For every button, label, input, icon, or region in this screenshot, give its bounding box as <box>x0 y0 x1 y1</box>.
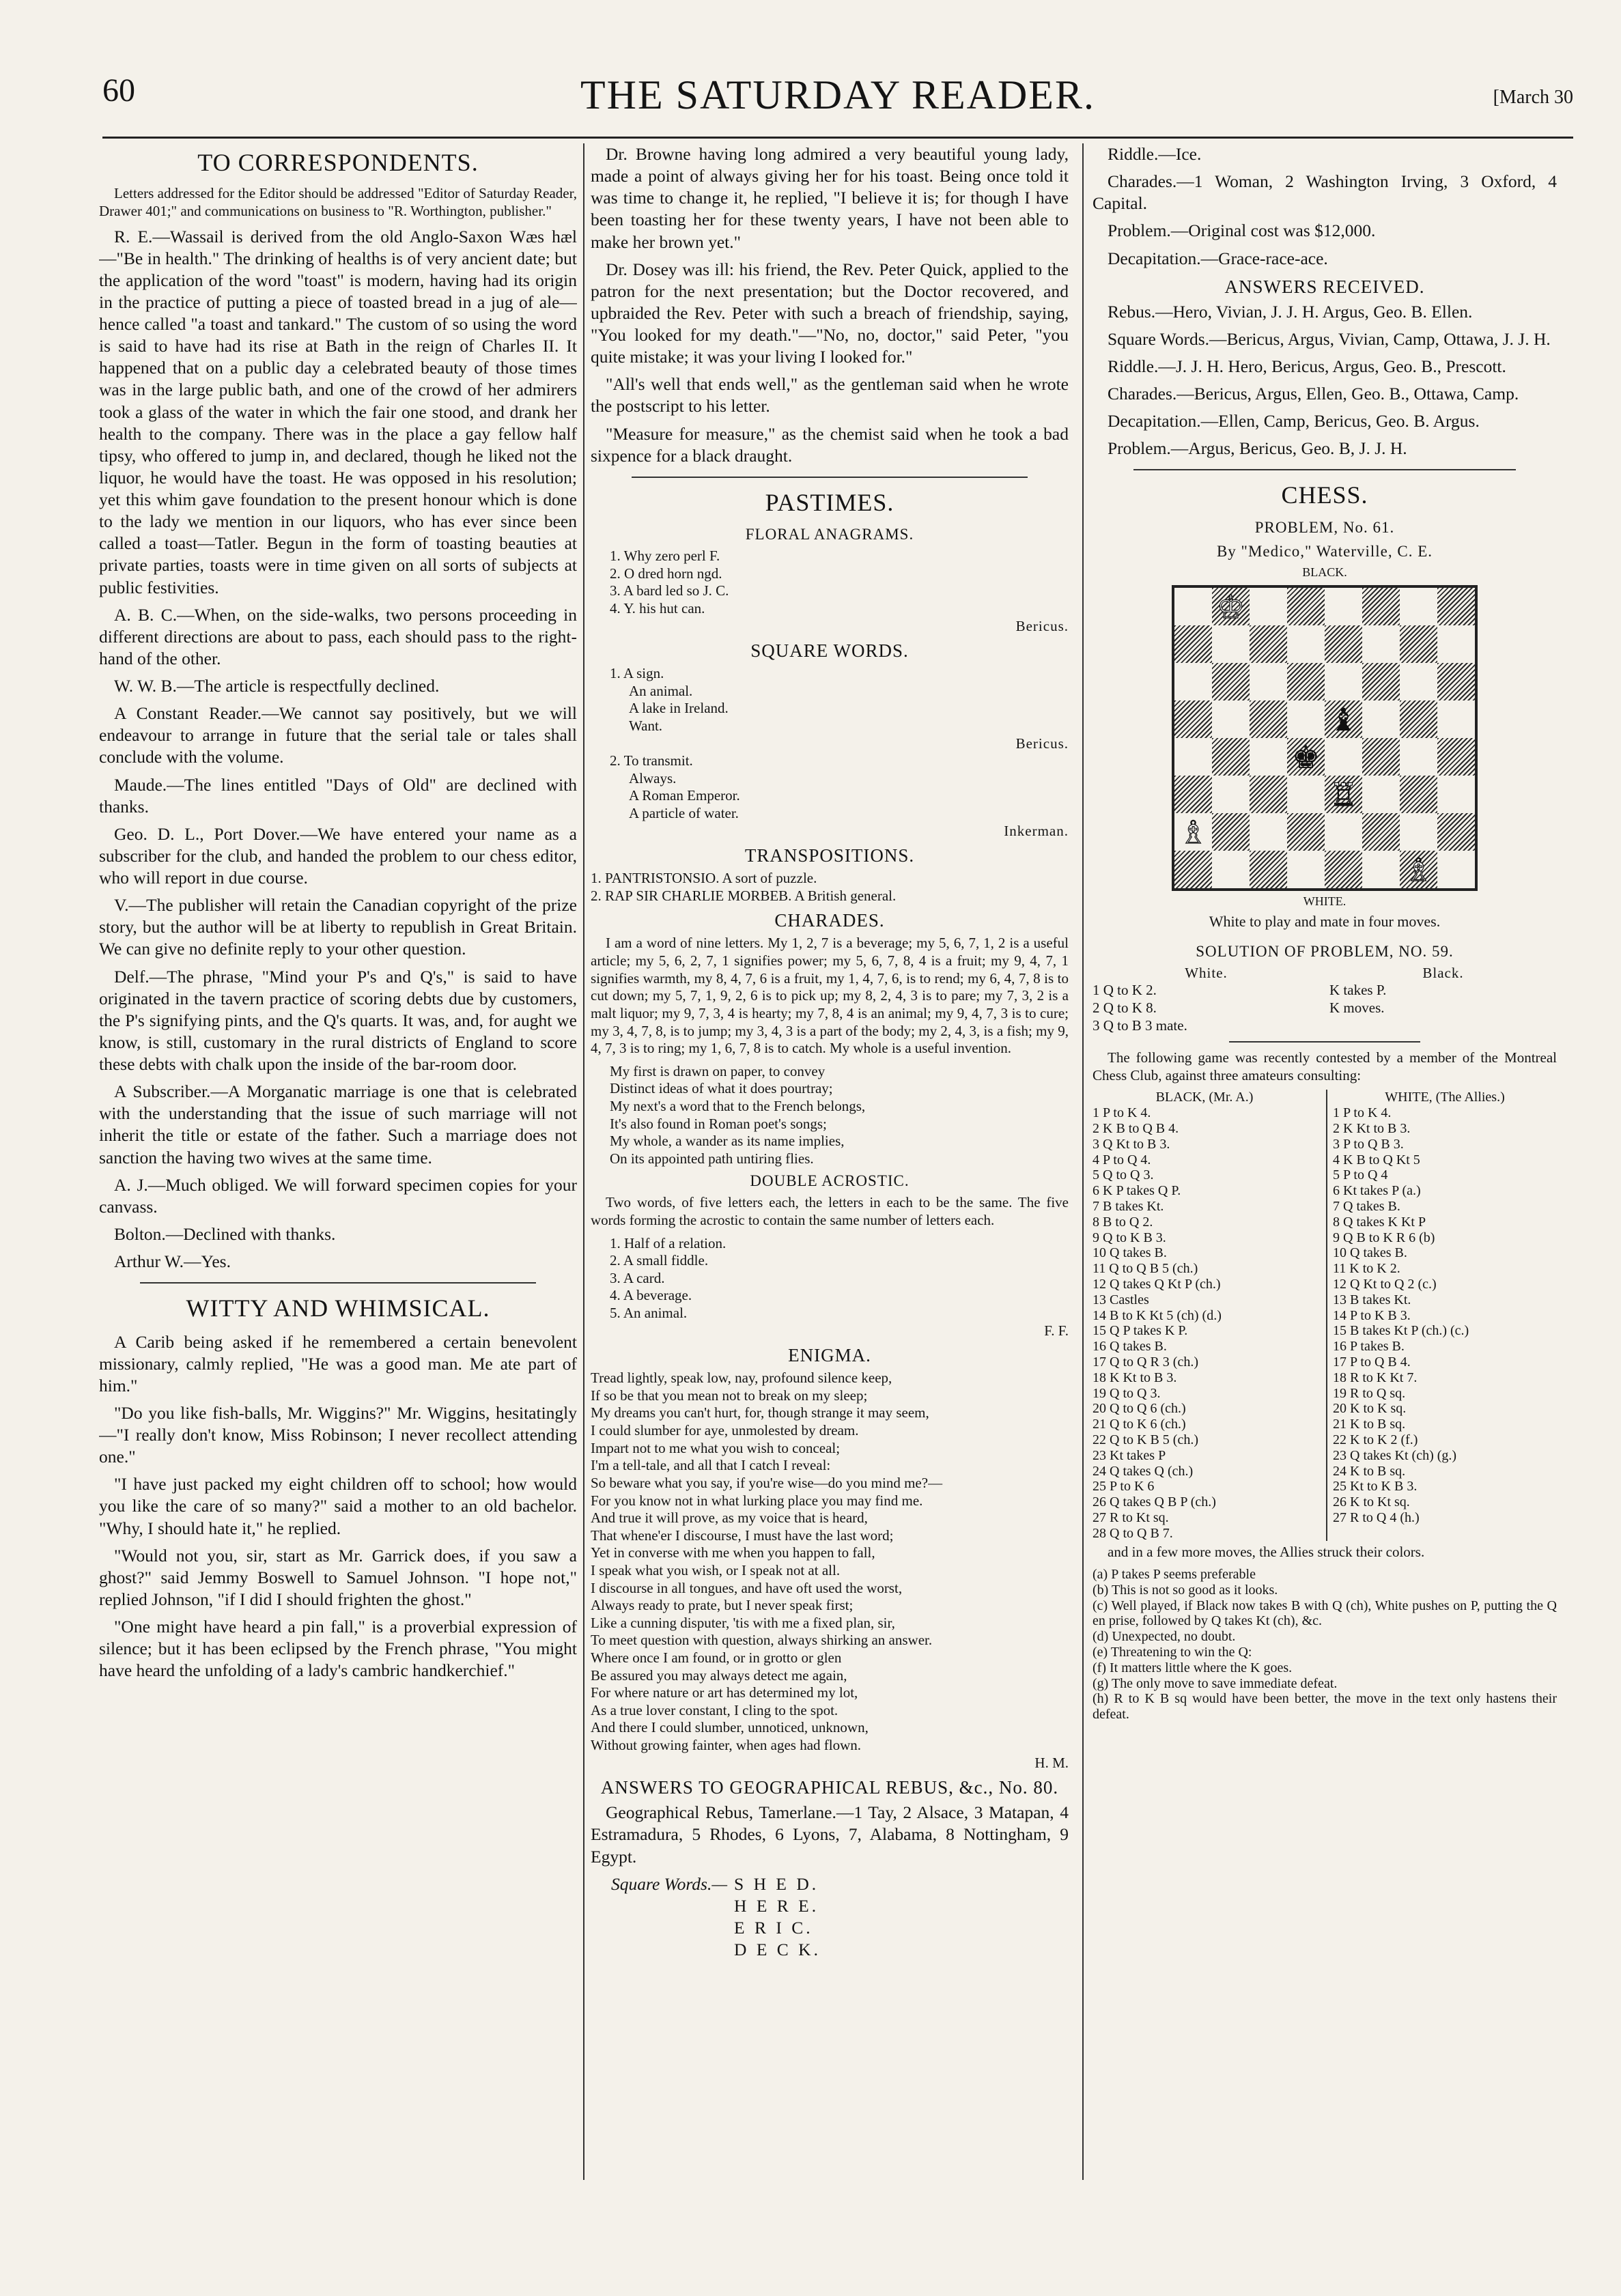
verse-line: Yet in converse with me when you happen to fall, <box>591 1544 875 1561</box>
game-move-white: 11 K to K 2. <box>1333 1261 1400 1277</box>
list-item: A particle of water. <box>629 805 739 822</box>
witty-item: "One might have heard a pin fall," is a proverbial expression of silence; but it has been eclipsed by the French phrase, "You might have heard the unfolding of a lady's cambric handkerchief." <box>99 1617 577 1681</box>
square-words-2 <box>591 752 1069 822</box>
game-move-black: 16 Q takes B. <box>1093 1339 1167 1355</box>
game-move-white: 10 Q takes B. <box>1333 1245 1407 1261</box>
charade-text: I am a word of nine letters. My 1, 2, 7 is a beverage; my 5, 6, 7, 1, 2 is a useful article; my 5, 6, 2, 7, 1 signifies power; my 5, 6, 7, 8, 4 is a fruit; my 9, 4, 7, 1 signifies warmth, my 8, 4, 7, 6 is a fruit, my 1, 4, 7, 6, is to rend; my 6, 4, 7, 8 is to cut down; my 5, 7, 1, 9, 2, 6 is to pick up; my 8, 2, 4, 3 is to pare; my 7, 3, 2 is a malt liquor; my 9, 7, 3, 4 is hearty; my 7, 8, 4 is an animal; my 9, 4, 7, 3 is to cure; my 3, 4, 7, 8, is to jump; my 3, 4, 3 is a part of the body; my 2, 4, 3, is a fish; my 9, 4, 7, 3 is to ring; my 1, 6, 7, 8 is to catch. My whole is a useful invention. <box>591 935 1069 1057</box>
board-square <box>1437 738 1475 776</box>
game-move-white: 8 Q takes K Kt P <box>1333 1214 1426 1230</box>
game-move-white: 22 K to K 2 (f.) <box>1333 1432 1418 1447</box>
verse-line: Distinct ideas of what it does pourtray; <box>610 1080 833 1097</box>
board-square <box>1287 776 1325 813</box>
verse-line: For where nature or art has determined my lot, <box>591 1684 858 1701</box>
reply-delf: Delf.—The phrase, "Mind your P's and Q's," is said to have originated in the tavern practice of scoring debts due by customers, the P's signifying pints, and the Q's quarts. It was, and, for aught we know, is still, customary in the rural districts of England to score these debts with chalk upon the inside of the bar-room door. <box>99 966 577 1075</box>
verse-line: I speak what you wish, or I speak not at all. <box>591 1561 841 1578</box>
board-square <box>1325 738 1362 776</box>
game-move-black: 15 Q P takes K P. <box>1093 1323 1188 1339</box>
board-square <box>1437 776 1475 813</box>
board-square <box>1325 700 1362 738</box>
section-divider <box>632 477 1028 478</box>
game-move-black: 28 Q to Q B 7. <box>1093 1525 1173 1541</box>
game-note: (c) Well played, if Black now takes B with Q (ch), White pushes on P, putting the Q en prise, followed by Q takes Kt (ch), &c. <box>1093 1598 1557 1629</box>
game-move-black: 26 Q takes Q B P (ch.) <box>1093 1494 1216 1510</box>
game-move-black: 21 Q to K 6 (ch.) <box>1093 1417 1186 1432</box>
game-move-white: 20 K to K sq. <box>1333 1401 1407 1417</box>
reply-wwb: W. W. B.—The article is respectfully declined. <box>114 676 440 696</box>
game-move-black: 14 B to K Kt 5 (ch) (d.) <box>1093 1307 1222 1323</box>
board-square <box>1174 663 1212 700</box>
game-black-header: BLACK, (Mr. A.) <box>1155 1090 1254 1105</box>
board-square <box>1212 625 1250 663</box>
game-move-black: 20 Q to Q 6 (ch.) <box>1093 1401 1186 1417</box>
witty-item: "Do you like fish-balls, Mr. Wiggins?" Mr. Wiggins, hesitatingly—"I really don't know, Miss Robinson; I never recollect attending one." <box>99 1402 577 1467</box>
contributor-signature: F. F. <box>1044 1322 1069 1339</box>
board-square <box>1437 588 1475 625</box>
board-square <box>1250 813 1287 851</box>
game-note: (f) It matters little where the K goes. <box>1093 1660 1293 1675</box>
column-rule <box>583 143 584 2180</box>
board-square <box>1362 813 1400 851</box>
white-bishop-icon: ♗ <box>1179 813 1208 851</box>
game-move-black: 19 Q to Q 3. <box>1093 1385 1161 1401</box>
board-square <box>1400 625 1437 663</box>
board-square <box>1212 851 1250 888</box>
board-square <box>1400 700 1437 738</box>
subheading-square-words: SQUARE WORDS. <box>750 640 909 662</box>
section-heading-correspondents: TO CORRESPONDENTS. <box>197 149 479 176</box>
answer-problem: Problem.—Original cost was $12,000. <box>1108 221 1376 241</box>
board-square <box>1362 663 1400 700</box>
game-move-black: 12 Q takes Q Kt P (ch.) <box>1093 1276 1221 1292</box>
list-item: 3. A card. <box>610 1269 665 1286</box>
page-number: 60 <box>102 72 135 109</box>
transpositions-list <box>591 870 1069 905</box>
verse-line: My first is drawn on paper, to convey <box>610 1062 826 1079</box>
received-item: Rebus.—Hero, Vivian, J. J. H. Argus, Geo. B. Ellen. <box>1108 301 1473 322</box>
solution-black-header: Black. <box>1422 964 1464 981</box>
board-square <box>1400 738 1437 776</box>
board-square <box>1174 776 1212 813</box>
verse-line: I could slumber for aye, unmolested by dream. <box>591 1422 859 1439</box>
game-move-white: 27 R to Q 4 (h.) <box>1333 1510 1420 1525</box>
list-item: Always. <box>629 769 677 786</box>
section-heading-chess: CHESS. <box>1281 481 1368 509</box>
board-square <box>1437 663 1475 700</box>
game-move-white: 16 P takes B. <box>1333 1339 1405 1355</box>
game-move-black: 11 Q to Q B 5 (ch.) <box>1093 1261 1198 1277</box>
game-note: (b) This is not so good as it looks. <box>1093 1582 1278 1598</box>
problem-title: PROBLEM, No. 61. <box>1254 518 1395 536</box>
game-move-white: 24 K to B sq. <box>1333 1463 1406 1479</box>
column-chess <box>1093 143 1557 2180</box>
verse-line: Always ready to prate, but I never speak first; <box>591 1597 854 1614</box>
game-result: and in a few more moves, the Allies struck their colors. <box>1108 1544 1425 1561</box>
game-move-black: 13 Castles <box>1093 1292 1149 1307</box>
board-square <box>1250 663 1287 700</box>
game-move-white: 17 P to Q B 4. <box>1333 1354 1411 1370</box>
contributor-signature: Bericus. <box>1015 735 1069 752</box>
answer-word: S H E D. <box>734 1873 819 1894</box>
contributor-signature: H. M. <box>1034 1754 1069 1771</box>
witty-item: A Carib being asked if he remembered a certain benevolent missionary, calmly replied, "He was a good man. Me ate part of him." <box>99 1331 577 1395</box>
reply-re: R. E.—Wassail is derived from the old Anglo-Saxon Wæs hæl—"Be in health." The drinking of healths is of very ancient date; but the application of the word "toast" is modern, having had its origin in the practice of putting a piece of toasted bread in a jug of ale—hence called "a toast and tankard." The custom of so using the word is said to have had its rise at Bath in the reign of Charles II. It happened that on a public day a celebrated beauty of those times was in the large public bath, and one of the crowd of her admirers took a glass of the water in which the fair one stood, and drank her health to the company. There was in the place a gay fellow half tipsy, who offered to jump in, and declared, though he liked not the liquor, he would have the toast. He was opposed in his resolution; yet this whim gave foundation to the present honour which is done to the lady we mention in our liquors, who has ever since been called a toast—Tatler. Begun in the form of toasting beauties at private parties, toasts were in time given on all sorts of subjects at public festivities. <box>99 226 577 597</box>
board-square <box>1287 813 1325 851</box>
problem-author: By "Medico," Waterville, C. E. <box>1216 542 1433 560</box>
section-divider <box>1133 469 1516 470</box>
answer-riddle: Riddle.—Ice. <box>1108 144 1202 164</box>
list-item: 2. A small fiddle. <box>610 1252 709 1269</box>
game-intro: The following game was recently contested by a member of the Montreal Chess Club, against three amateurs consulting: <box>1093 1049 1557 1083</box>
game-move-black: 10 Q takes B. <box>1093 1245 1167 1261</box>
game-note: (d) Unexpected, no doubt. <box>1093 1629 1236 1645</box>
received-item: Riddle.—J. J. H. Hero, Bericus, Argus, Geo. B., Prescott. <box>1108 356 1506 376</box>
game-move-white: 7 Q takes B. <box>1333 1198 1400 1214</box>
game-move-black: 7 B takes Kt. <box>1093 1198 1164 1214</box>
game-move-black: 22 Q to K B 5 (ch.) <box>1093 1432 1198 1447</box>
verse-line: Impart not to me what you wish to conceal; <box>591 1439 841 1456</box>
square-words-answer <box>591 1873 1069 1961</box>
game-move-white: 15 B takes Kt P (ch.) (c.) <box>1333 1323 1469 1339</box>
game-move-white: 4 K B to Q Kt 5 <box>1333 1152 1420 1167</box>
board-square <box>1400 813 1437 851</box>
list-item: A Roman Emperor. <box>629 787 740 804</box>
board-square <box>1250 588 1287 625</box>
witty-item: "Would not you, sir, start as Mr. Garrick does, if you saw a ghost?" said Jemmy Boswell to Samuel Johnson. "I hope not," replied Johnson, "if I did I should frighten the ghost." <box>99 1545 577 1609</box>
board-square <box>1325 663 1362 700</box>
board-square <box>1325 625 1362 663</box>
verse-line: I discourse in all tongues, and have oft used the worst, <box>591 1579 903 1596</box>
received-item: Decapitation.—Ellen, Camp, Bericus, Geo. B. Argus. <box>1108 411 1480 431</box>
game-note: (a) P takes P seems preferable <box>1093 1567 1256 1583</box>
list-item: 1. PANTRISTONSIO. A sort of puzzle. <box>591 870 817 887</box>
game-move-black: 4 P to Q 4. <box>1093 1152 1151 1167</box>
answer-word: E R I C. <box>734 1917 813 1938</box>
game-note: (g) The only move to save immediate defeat. <box>1093 1675 1338 1691</box>
verse-line: So beware what you say, if you're wise—do you mind me?— <box>591 1474 943 1491</box>
game-move-white: 3 P to Q B 3. <box>1333 1136 1404 1152</box>
enigma-verse <box>591 1370 1069 1754</box>
game-move-black: 3 Q Kt to B 3. <box>1093 1136 1170 1152</box>
list-item: 5. An animal. <box>610 1305 688 1322</box>
black-bishop-icon: ♝ <box>1329 700 1358 738</box>
board-square <box>1325 588 1362 625</box>
problem-instruction: White to play and mate in four moves. <box>1209 913 1441 931</box>
verse-line: As a true lover constant, I cling to the spot. <box>591 1701 838 1718</box>
board-square <box>1400 776 1437 813</box>
page-header <box>102 72 1573 139</box>
solution-white-header: White. <box>1185 964 1228 981</box>
game-move-white: 13 B takes Kt. <box>1333 1292 1411 1307</box>
floral-anagram-list <box>591 548 1069 617</box>
game-white-header: WHITE, (The Allies.) <box>1385 1090 1505 1105</box>
board-square <box>1437 813 1475 851</box>
reply-abc: A. B. C.—When, on the side-walks, two persons proceeding in different directions are about to pass, each should pass to the right-hand of the other. <box>99 604 577 668</box>
subheading-solution: SOLUTION OF PROBLEM, NO. 59. <box>1196 942 1454 960</box>
subheading-double-acrostic: DOUBLE ACROSTIC. <box>750 1172 910 1190</box>
received-item: Charades.—Bericus, Argus, Ellen, Geo. B., Ottawa, Camp. <box>1108 384 1519 404</box>
verse-line: It's also found in Roman poet's songs; <box>610 1115 827 1132</box>
board-square <box>1212 700 1250 738</box>
reply-v: V.—The publisher will retain the Canadian copyright of the prize story, but the author will be at liberty to republish in Great Britain. We can give no definite reply to your other question. <box>99 895 577 959</box>
game-move-white: 23 Q takes Kt (ch) (g.) <box>1333 1447 1457 1463</box>
board-square <box>1250 625 1287 663</box>
board-square <box>1437 700 1475 738</box>
list-item: 1. Half of a relation. <box>610 1234 727 1251</box>
witty-item: Dr. Browne having long admired a very beautiful young lady, made a point of always giving her for his toast. Being once told it was time to change it, he replied, "I believe it is; for though I have been toasting her for these twenty years, I have not been able to make her brown yet." <box>591 144 1069 252</box>
square-words-1 <box>591 665 1069 735</box>
game-move-black: 1 P to K 4. <box>1093 1105 1151 1121</box>
board-square <box>1287 625 1325 663</box>
list-item: 1. Why zero perl F. <box>610 548 720 565</box>
board-square <box>1400 851 1437 888</box>
board-square <box>1174 588 1212 625</box>
game-note: (h) R to K B sq would have been better, the move in the text only hastens their defeat. <box>1093 1691 1557 1723</box>
board-square <box>1212 588 1250 625</box>
verse-line: For you know not in what lurking place you may find me. <box>591 1492 923 1509</box>
white-king-icon: ♔ <box>1216 588 1245 625</box>
subheading-transpositions: TRANSPOSITIONS. <box>744 845 915 866</box>
board-square <box>1362 588 1400 625</box>
board-square <box>1174 738 1212 776</box>
board-square <box>1287 588 1325 625</box>
received-item: Problem.—Argus, Bericus, Geo. B, J. J. H. <box>1108 438 1407 459</box>
board-square <box>1250 776 1287 813</box>
column-rule <box>1082 143 1084 2180</box>
board-square <box>1174 851 1212 888</box>
list-item: 1. A sign. <box>610 665 664 682</box>
board-square <box>1437 851 1475 888</box>
board-square <box>1325 813 1362 851</box>
subheading-answers-received: ANSWERS RECEIVED. <box>1224 276 1425 297</box>
answer-word: H E R E. <box>734 1895 819 1916</box>
game-move-white: 19 R to Q sq. <box>1333 1385 1406 1401</box>
verse-line: If so be that you mean not to break on my sleep; <box>591 1387 868 1404</box>
editor-notice: Letters addressed for the Editor should be addressed "Editor of Saturday Reader, Drawer 401;" and communications on business to "R. Worthington, publisher." <box>99 185 577 219</box>
witty-item: "Measure for measure," as the chemist said when he took a bad sixpence for a black draught. <box>591 423 1069 466</box>
verse-line: Like a cunning disputer, 'tis with me a fixed plan, sir, <box>591 1614 895 1631</box>
subheading-answers-geographical: ANSWERS TO GEOGRAPHICAL REBUS, &c., No. 80. <box>600 1777 1059 1798</box>
geographical-answer: Geographical Rebus, Tamerlane.—1 Tay, 2 Alsace, 3 Matapan, 4 Estramadura, 5 Rhodes, 6 Lyons, 7, Alabama, 8 Nottingham, 9 Egypt. <box>591 1802 1069 1867</box>
board-square <box>1250 700 1287 738</box>
reply-subscriber: A Subscriber.—A Morganatic marriage is one that is celebrated with the understanding that the issue of such marriage will not inherit the title or estate of the father. Such a marriage does not sanction the having two wives at the same time. <box>99 1081 577 1167</box>
list-item: 2. RAP SIR CHARLIE MORBEB. A British general. <box>591 887 897 904</box>
board-square <box>1212 813 1250 851</box>
board-square <box>1250 738 1287 776</box>
game-move-black: 27 R to Kt sq. <box>1093 1510 1169 1525</box>
reply-bolton: Bolton.—Declined with thanks. <box>114 1223 336 1244</box>
list-item: 4. Y. his hut can. <box>610 599 705 616</box>
board-label-white: WHITE. <box>1303 894 1347 909</box>
board-square <box>1212 776 1250 813</box>
game-move-white: 12 Q Kt to Q 2 (c.) <box>1333 1276 1437 1292</box>
verse-line: My dreams you can't hurt, for, though strange it may seem, <box>591 1404 929 1421</box>
list-item: Want. <box>629 717 663 734</box>
game-move-black: 6 K P takes Q P. <box>1093 1183 1181 1199</box>
board-square <box>1325 851 1362 888</box>
reply-arthur: Arthur W.—Yes. <box>114 1251 231 1272</box>
list-item: 4. A beverage. <box>610 1287 692 1304</box>
list-item: An animal. <box>629 682 693 699</box>
verse-line: That whene'er I discourse, I must have the last word; <box>591 1527 894 1544</box>
square-words-label: Square Words.— <box>611 1873 728 1894</box>
board-square <box>1362 738 1400 776</box>
game-move-white: 21 K to B sq. <box>1333 1417 1406 1432</box>
board-square <box>1174 625 1212 663</box>
verse-line: On its appointed path untiring flies. <box>610 1150 814 1167</box>
answer-word: D E C K. <box>734 1940 821 1960</box>
reply-aj: A. J.—Much obliged. We will forward specimen copies for your canvass. <box>99 1174 577 1217</box>
section-heading-pastimes: PASTIMES. <box>765 488 894 516</box>
section-heading-witty: WITTY AND WHIMSICAL. <box>186 1294 490 1322</box>
witty-item: "All's well that ends well," as the gentleman said when he wrote the postscript to his letter. <box>591 374 1069 416</box>
board-square <box>1287 663 1325 700</box>
contributor-signature: Bericus. <box>1015 617 1069 634</box>
white-bishop-icon: ♗ <box>1404 851 1433 888</box>
contributor-signature: Inkerman. <box>1004 822 1069 839</box>
subheading-charades: CHARADES. <box>774 910 885 931</box>
column-correspondents <box>99 143 577 2180</box>
solution-move: K moves. <box>1329 999 1385 1016</box>
witty-item: "I have just packed my eight children off to school; how would you like the care of so many?" said a mother to an old bachelor. "Why, I should hate it," he replied. <box>99 1474 577 1538</box>
game-move-black: 5 Q to Q 3. <box>1093 1167 1154 1183</box>
board-square <box>1174 700 1212 738</box>
game-notes <box>1093 1567 1557 1723</box>
game-move-white: 25 Kt to K B 3. <box>1333 1479 1418 1494</box>
list-item: A lake in Ireland. <box>629 700 729 717</box>
board-square <box>1362 851 1400 888</box>
verse-line: To meet question with question, always shirking an answer. <box>591 1632 933 1649</box>
game-move-white: 2 K Kt to B 3. <box>1333 1120 1411 1136</box>
witty-item: Dr. Dosey was ill: his friend, the Rev. Peter Quick, applied to the patron for the next presentation; but the Doctor recovered, and upbraided the Rev. Peter with such a breach of friendship, saying, "You looked for my death."—"No, no, doctor," said Peter, "you quite mistake; it was your living I looked for." <box>591 259 1069 367</box>
game-move-black: 23 Kt takes P <box>1093 1447 1166 1463</box>
game-move-white: 1 P to K 4. <box>1333 1105 1392 1121</box>
game-move-black: 17 Q to Q R 3 (ch.) <box>1093 1354 1198 1370</box>
verse-line: Without growing fainter, when ages had flown. <box>591 1737 862 1754</box>
solution-move: 3 Q to B 3 mate. <box>1093 1017 1187 1034</box>
game-move-black: 2 K B to Q B 4. <box>1093 1120 1179 1136</box>
solution-table <box>1093 965 1557 1034</box>
answer-decapitation: Decapitation.—Grace-race-ace. <box>1108 248 1328 268</box>
verse-line: Where once I am found, or in grotto or glen <box>591 1649 842 1667</box>
board-square <box>1212 738 1250 776</box>
white-rook-icon: ♖ <box>1329 776 1358 813</box>
game-moves-table <box>1093 1090 1557 1541</box>
answer-charades: Charades.—1 Woman, 2 Washington Irving, 3 Oxford, 4 Capital. <box>1093 171 1557 214</box>
acrostic-text: Two words, of five letters each, the letters in each to be the same. The five words forming the acrostic to contain the same number of letters each. <box>591 1194 1069 1228</box>
game-move-white: 9 Q B to K R 6 (b) <box>1333 1230 1435 1245</box>
issue-date: [March 30 <box>1493 87 1573 108</box>
reply-geo-dl: Geo. D. L., Port Dover.—We have entered your name as a subscriber for the club, and handed the problem to our chess editor, who will report in due course. <box>99 823 577 888</box>
list-item: 2. O dred horn ngd. <box>610 565 722 582</box>
charade-verse <box>591 1063 1069 1168</box>
section-divider <box>140 1282 536 1284</box>
subheading-enigma: ENIGMA. <box>788 1345 871 1366</box>
verse-line: And there I could slumber, unnoticed, unknown, <box>591 1719 869 1736</box>
board-label-black: BLACK. <box>1302 565 1347 579</box>
game-move-black: 18 K Kt to B 3. <box>1093 1370 1177 1385</box>
verse-line: My whole, a wander as its name implies, <box>610 1133 845 1150</box>
board-square <box>1400 588 1437 625</box>
board-square <box>1362 776 1400 813</box>
game-move-black: 25 P to K 6 <box>1093 1479 1155 1494</box>
solution-move: K takes P. <box>1329 982 1387 999</box>
verse-line: And true it will prove, as my voice that is heard, <box>591 1510 868 1527</box>
chess-board <box>1172 585 1478 891</box>
game-move-black: 9 Q to K B 3. <box>1093 1230 1166 1245</box>
masthead-title: THE SATURDAY READER. <box>580 72 1095 117</box>
game-move-white: 5 P to Q 4 <box>1333 1167 1388 1183</box>
solution-move: 1 Q to K 2. <box>1093 982 1157 999</box>
acrostic-list <box>591 1235 1069 1322</box>
verse-line: My next's a word that to the French belongs, <box>610 1097 866 1114</box>
list-item: 2. To transmit. <box>610 752 693 769</box>
board-square <box>1287 738 1325 776</box>
game-move-white: 14 P to K B 3. <box>1333 1307 1411 1323</box>
section-divider <box>1229 1041 1420 1043</box>
board-square <box>1287 700 1325 738</box>
board-square <box>1174 813 1212 851</box>
board-square <box>1400 663 1437 700</box>
board-square <box>1325 776 1362 813</box>
verse-line: Be assured you may always detect me again, <box>591 1667 847 1684</box>
solution-move: 2 Q to K 8. <box>1093 999 1157 1016</box>
game-move-white: 18 R to K Kt 7. <box>1333 1370 1418 1385</box>
received-item: Square Words.—Bericus, Argus, Vivian, Camp, Ottawa, J. J. H. <box>1108 328 1551 349</box>
column-pastimes <box>591 143 1069 2180</box>
game-move-black: 24 Q takes Q (ch.) <box>1093 1463 1194 1479</box>
list-item: 3. A bard led so J. C. <box>610 582 729 599</box>
black-king-icon: ♚ <box>1291 738 1321 776</box>
board-square <box>1250 851 1287 888</box>
board-square <box>1362 625 1400 663</box>
verse-line: I'm a tell-tale, and all that I catch I reveal: <box>591 1457 831 1474</box>
reply-maude: Maude.—The lines entitled "Days of Old" are declined with thanks. <box>99 774 577 817</box>
game-move-white: 26 K to Kt sq. <box>1333 1494 1410 1510</box>
game-move-white: 6 Kt takes P (a.) <box>1333 1183 1421 1199</box>
subheading-floral-anagrams: FLORAL ANAGRAMS. <box>745 526 914 543</box>
game-note: (e) Threatening to win the Q: <box>1093 1645 1252 1660</box>
board-square <box>1212 663 1250 700</box>
board-square <box>1437 625 1475 663</box>
board-square <box>1362 700 1400 738</box>
game-move-black: 8 B to Q 2. <box>1093 1214 1153 1230</box>
board-square <box>1287 851 1325 888</box>
verse-line: Tread lightly, speak low, nay, profound silence keep, <box>591 1370 892 1387</box>
reply-constant-reader: A Constant Reader.—We cannot say positively, but we will endeavour to arrange in future that the serial tale or tales shall conclude with the volume. <box>99 703 577 767</box>
